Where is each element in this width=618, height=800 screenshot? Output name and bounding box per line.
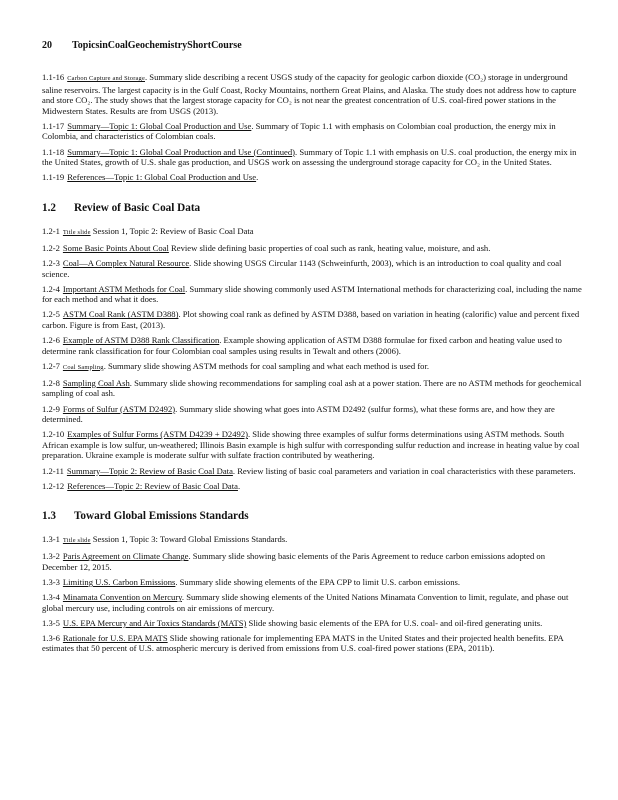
entry-number: 1.3-6 — [42, 632, 60, 643]
entry-description: . Summary of Topic 1.1 with emphasis on U.S. coal production, the energy mix in the United States, growth of U.S. shale gas production, and USGS work on assessing the underground storage capacity for CO₂ in the United States. — [42, 146, 577, 168]
section-title: Review of Basic Coal Data — [74, 201, 201, 214]
list-item — [42, 361, 582, 374]
entry-number: 1.3-2 — [42, 551, 60, 562]
entry-number: 1.1-18 — [42, 146, 65, 157]
entry-description: . Summary slide showing basic elements of the Paris Agreement to reduce carbon emissions adopted on December 12, 2015. — [42, 551, 546, 572]
slide-title-link[interactable]: Example of ASTM D388 Rank Classification — [62, 335, 220, 346]
slide-title-link[interactable]: Summary—Topic 1: Global Coal Production and Use (Continued) — [67, 146, 296, 157]
slide-title-link[interactable]: Title slide — [62, 228, 91, 236]
list-item — [42, 592, 582, 613]
document-body — [42, 72, 582, 654]
entry-number: 1.2-4 — [42, 283, 60, 294]
entry-number: 1.3-4 — [42, 592, 60, 603]
entry-number: 1.2-6 — [42, 335, 60, 346]
list-item — [42, 534, 582, 547]
slide-title-link[interactable]: Coal—A Complex Natural Resource — [62, 258, 190, 269]
slide-title-link[interactable]: Coal Sampling — [62, 363, 104, 371]
entry-number: 1.2-2 — [42, 242, 60, 253]
entry-number: 1.1-19 — [42, 172, 65, 183]
entry-description: . Summary slide showing ASTM methods for coal sampling and what each method is used for. — [103, 360, 430, 371]
entry-number: 1.3-5 — [42, 617, 60, 628]
slide-title-link[interactable]: Minamata Convention on Mercury — [62, 592, 182, 603]
slide-title-link[interactable]: Sampling Coal Ash — [62, 377, 130, 388]
section-number: 1.3 — [42, 510, 56, 523]
slide-title-link[interactable]: Title slide — [62, 537, 91, 545]
section-heading — [42, 510, 582, 522]
entry-number: 1.1-17 — [42, 120, 65, 131]
list-item — [42, 378, 582, 399]
slide-title-link[interactable]: U.S. EPA Mercury and Air Toxics Standards (MATS) — [62, 617, 247, 628]
entry-number: 1.2-12 — [42, 480, 65, 491]
list-item — [42, 226, 582, 239]
list-item — [42, 404, 582, 425]
entry-description: . Summary slide describing a recent USGS study of the capacity for geologic carbon dioxide (CO₂) storage in underground saline reservoirs. The largest capacity is in the Gulf Coast, Rocky Mountains, northern Great Plains, and Alaska. The study does not address how to capture and store CO₂. The study shows that the largest storage capacity for CO₂ is not near the greatest concentration of U.S. coal-fired power stations in the Midwestern States. Results are from USGS (2013). — [42, 72, 577, 116]
list-item — [42, 284, 582, 305]
entry-description: . — [237, 480, 241, 491]
list-item — [42, 429, 582, 461]
entry-description: . Summary slide showing elements of the United Nations Minamata Convention to limit, regulate, and phase out global mercury use, including controls on air emissions of mercury. — [42, 592, 569, 613]
slide-title-link[interactable]: Examples of Sulfur Forms (ASTM D4239 + D2492) — [67, 429, 248, 440]
entry-number: 1.1-16 — [42, 72, 65, 82]
entry-description: . Example showing application of ASTM D388 formulae for fixed carbon and heating value used to determine rank classification for four Colombian coal samples using results in Tewalt and others (2006). — [42, 335, 562, 356]
entry-number: 1.2-1 — [42, 225, 60, 236]
list-item — [42, 481, 582, 492]
entry-description: . Summary of Topic 1.1 with emphasis on Colombian coal production, the energy mix in Colombia, and characteristics of Colombian coals. — [42, 120, 556, 142]
list-item — [42, 147, 582, 168]
list-item — [42, 243, 582, 254]
slide-title-link[interactable]: References—Topic 1: Global Coal Production and Use — [67, 172, 257, 183]
slide-title-link[interactable]: ASTM Coal Rank (ASTM D388) — [62, 309, 179, 320]
list-item — [42, 121, 582, 142]
entry-description: Session 1, Topic 3: Toward Global Emissions Standards. — [90, 534, 288, 545]
section-number: 1.2 — [42, 201, 56, 214]
list-item — [42, 551, 582, 572]
slide-title-link[interactable]: Rationale for U.S. EPA MATS — [62, 632, 168, 643]
entry-number: 1.2-10 — [42, 429, 65, 440]
list-item — [42, 335, 582, 356]
entry-number: 1.2-9 — [42, 403, 60, 414]
entry-number: 1.2-5 — [42, 309, 60, 320]
entry-description: . Summary slide showing what goes into ASTM D2492 (sulfur forms), what these forms are, and how they are determined. — [42, 403, 555, 425]
entry-number: 1.2-11 — [42, 465, 64, 476]
entry-number: 1.2-3 — [42, 258, 60, 269]
list-item — [42, 172, 582, 183]
entry-description: Session 1, Topic 2: Review of Basic Coal Data — [90, 225, 254, 236]
document-page — [42, 40, 582, 659]
list-item — [42, 618, 582, 629]
list-item — [42, 577, 582, 588]
running-head — [42, 40, 582, 51]
slide-title-link[interactable]: References—Topic 2: Review of Basic Coal Data — [67, 480, 238, 491]
entry-description: . Summary slide showing commonly used ASTM International methods for characterizing coal, including the name for each method and what it does. — [42, 283, 582, 305]
slide-title-link[interactable]: Some Basic Points About Coal — [62, 242, 169, 253]
page-number: 20 — [42, 40, 52, 51]
entry-description: Slide showing basic elements of the EPA for U.S. coal- and oil-fired generating units. — [246, 617, 543, 628]
entry-description: Review slide defining basic properties of coal such as rank, heating value, moisture, and ash. — [168, 242, 491, 253]
slide-title-link[interactable]: Summary—Topic 2: Review of Basic Coal Data — [66, 465, 233, 476]
list-item — [42, 258, 582, 279]
section-title: Toward Global Emissions Standards — [74, 510, 249, 523]
entry-description: . Slide showing three examples of sulfur forms determinations using ASTM methods. South African example is low sulfur, un-weathered; Illinois Basin example is high sulfur with corresponding sulfur reduction and increase in heating value by coal preparation. Ukraine example is moderate sulfur with sulfate fraction contributed by weathering. — [42, 429, 580, 461]
section-heading — [42, 202, 582, 214]
entry-number: 1.3-1 — [42, 534, 60, 545]
list-item — [42, 72, 582, 116]
entry-description: . Summary slide showing elements of the EPA CPP to limit U.S. carbon emissions. — [175, 577, 460, 587]
running-head-title: TopicsinCoalGeochemistryShortCourse — [72, 40, 242, 51]
slide-title-link[interactable]: Paris Agreement on Climate Change — [62, 551, 189, 562]
list-item — [42, 309, 582, 330]
slide-title-link[interactable]: Summary—Topic 1: Global Coal Production and Use — [67, 120, 252, 131]
entry-number: 1.2-8 — [42, 377, 60, 388]
slide-title-link[interactable]: Limiting U.S. Carbon Emissions — [62, 577, 176, 587]
entry-description: . — [256, 172, 259, 183]
slide-title-link[interactable]: Forms of Sulfur (ASTM D2492) — [62, 403, 176, 414]
slide-title-link[interactable]: Important ASTM Methods for Coal — [62, 283, 186, 294]
entry-description: . Summary slide showing recommendations for sampling coal ash at a power station. There are no ASTM methods for geochemical sampling of coal ash. — [42, 377, 582, 399]
entry-description: . Plot showing coal rank as defined by ASTM D388, based on variation in heating (calorific) value and percent fixed carbon. Figure is from East, (2013). — [42, 309, 580, 330]
slide-title-link[interactable]: Carbon Capture and Storage — [67, 75, 145, 82]
entry-number: 1.3-3 — [42, 577, 60, 587]
entry-description: . Review listing of basic coal parameters and variation in coal characteristics with these parameters. — [232, 465, 576, 476]
entry-description: Slide showing rationale for implementing EPA MATS in the United States and their projected health benefits. EPA estimates that 50 percent of U.S. atmospheric mercury is derived from emissions from U.S. coal-fired power stations (EPA, 2011b). — [42, 632, 564, 654]
entry-number: 1.2-7 — [42, 360, 60, 371]
list-item — [42, 633, 582, 654]
list-item — [42, 466, 582, 477]
entry-description: . Slide showing USGS Circular 1143 (Schweinfurth, 2003), which is an introduction to coal quality and coal science. — [42, 258, 562, 279]
